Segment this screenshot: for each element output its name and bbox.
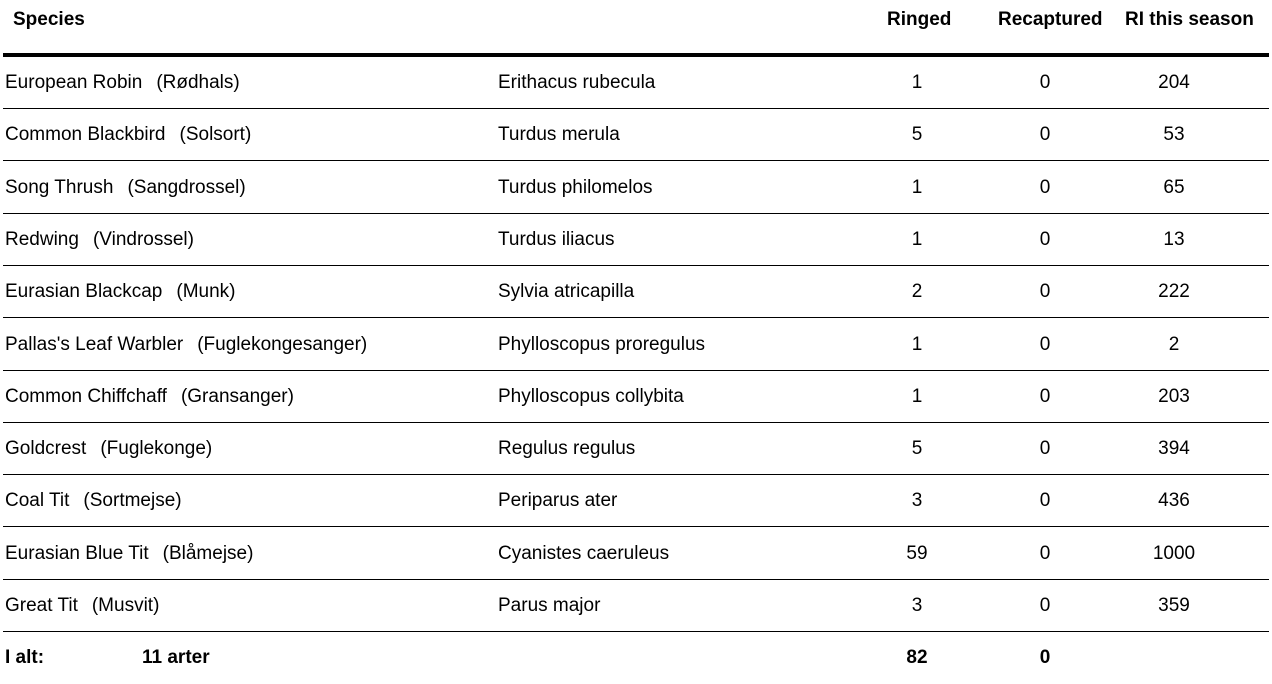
species-cell (5, 319, 367, 371)
species-cell (5, 266, 236, 318)
species-common-name: Eurasian Blue Tit (5, 542, 149, 564)
ri-season-count: 65 (1163, 176, 1185, 198)
header-ringed: Ringed (887, 9, 952, 30)
recaptured-count: 0 (1039, 542, 1051, 564)
ringed-count: 1 (911, 385, 923, 407)
table-row (0, 109, 1272, 161)
table-row (0, 266, 1272, 318)
ringed-count: 2 (911, 281, 923, 303)
ringed-count: 3 (911, 490, 923, 512)
species-cell (5, 580, 159, 632)
species-scientific-name: Phylloscopus collybita (498, 385, 684, 407)
species-cell (5, 214, 194, 266)
ri-season-count: 394 (1158, 438, 1190, 460)
header-species: Species (13, 9, 85, 30)
ringed-count: 59 (906, 542, 928, 564)
species-local-name: (Munk) (176, 281, 236, 303)
recaptured-count: 0 (1039, 595, 1051, 616)
species-common-name: Eurasian Blackcap (5, 281, 163, 303)
species-scientific-name: Cyanistes caeruleus (498, 542, 670, 564)
header-ri-this-season: RI this season (1125, 9, 1254, 30)
species-common-name: Common Chiffchaff (5, 385, 167, 407)
ringed-count: 5 (911, 124, 923, 146)
species-cell (5, 371, 294, 423)
recaptured-count: 0 (1039, 176, 1051, 198)
species-common-name: Song Thrush (5, 176, 114, 198)
species-scientific-name: Turdus merula (498, 124, 620, 146)
recaptured-count: 0 (1039, 72, 1051, 93)
total-species-count: 11 arter (142, 647, 210, 668)
species-cell (5, 528, 253, 580)
ri-season-count: 1000 (1152, 542, 1196, 564)
ri-season-count: 203 (1158, 385, 1190, 407)
table-row (0, 528, 1272, 580)
species-local-name: (Fuglekonge) (100, 438, 213, 460)
recaptured-count: 0 (1039, 438, 1051, 460)
species-common-name: European Robin (5, 72, 143, 93)
species-cell (5, 57, 240, 109)
ringed-count: 1 (911, 228, 923, 250)
total-ringed: 82 (906, 647, 928, 668)
species-cell (5, 475, 182, 527)
table-row (0, 162, 1272, 214)
table-row (0, 580, 1272, 632)
species-local-name: (Gransanger) (180, 385, 294, 407)
ri-season-count: 436 (1158, 490, 1190, 512)
species-common-name: Redwing (5, 228, 79, 250)
total-recaptured: 0 (1039, 647, 1051, 668)
species-common-name: Goldcrest (5, 438, 87, 460)
ri-season-count: 13 (1163, 228, 1185, 250)
table-row (0, 214, 1272, 266)
species-scientific-name: Sylvia atricapilla (498, 281, 635, 303)
recaptured-count: 0 (1039, 228, 1051, 250)
species-scientific-name: Periparus ater (498, 490, 618, 512)
species-common-name: Coal Tit (5, 490, 70, 512)
species-common-name: Great Tit (5, 595, 78, 616)
species-cell (5, 423, 212, 475)
recaptured-count: 0 (1039, 490, 1051, 512)
species-local-name: (Sortmejse) (83, 490, 182, 512)
species-local-name: (Vindrossel) (92, 228, 194, 250)
species-local-name: (Musvit) (91, 595, 160, 616)
recaptured-count: 0 (1039, 333, 1051, 355)
recaptured-count: 0 (1039, 124, 1051, 146)
ringed-count: 1 (911, 72, 923, 93)
ringed-count: 5 (911, 438, 923, 460)
species-common-name: Common Blackbird (5, 124, 166, 146)
species-local-name: (Rødhals) (156, 72, 240, 93)
species-cell (5, 162, 246, 214)
species-common-name: Pallas's Leaf Warbler (5, 333, 184, 355)
species-scientific-name: Phylloscopus proregulus (498, 333, 706, 355)
species-scientific-name: Regulus regulus (498, 438, 636, 460)
ri-season-count: 359 (1158, 595, 1190, 616)
species-scientific-name: Turdus iliacus (498, 228, 615, 250)
species-scientific-name: Erithacus rubecula (498, 72, 656, 93)
ri-season-count: 222 (1158, 281, 1190, 303)
species-scientific-name: Parus major (498, 595, 601, 616)
ringed-count: 1 (911, 176, 923, 198)
ringed-count: 3 (911, 595, 923, 616)
header-recaptured: Recaptured (998, 9, 1103, 30)
recaptured-count: 0 (1039, 281, 1051, 303)
species-cell (5, 109, 251, 161)
species-scientific-name: Turdus philomelos (498, 176, 653, 198)
recaptured-count: 0 (1039, 385, 1051, 407)
ringed-count: 1 (911, 333, 923, 355)
total-row (0, 632, 1272, 684)
table-header (0, 0, 1272, 56)
ri-season-count: 204 (1158, 72, 1190, 93)
species-local-name: (Sangdrossel) (127, 176, 246, 198)
species-local-name: (Solsort) (179, 124, 252, 146)
table-row (0, 423, 1272, 475)
total-label: I alt: (5, 647, 45, 668)
species-local-name: (Blåmejse) (162, 542, 254, 564)
table-row (0, 475, 1272, 527)
table-row (0, 57, 1272, 109)
ri-season-count: 2 (1168, 333, 1180, 355)
ri-season-count: 53 (1163, 124, 1185, 146)
table-row (0, 371, 1272, 423)
species-local-name: (Fuglekongesanger) (197, 333, 368, 355)
table-row (0, 319, 1272, 371)
